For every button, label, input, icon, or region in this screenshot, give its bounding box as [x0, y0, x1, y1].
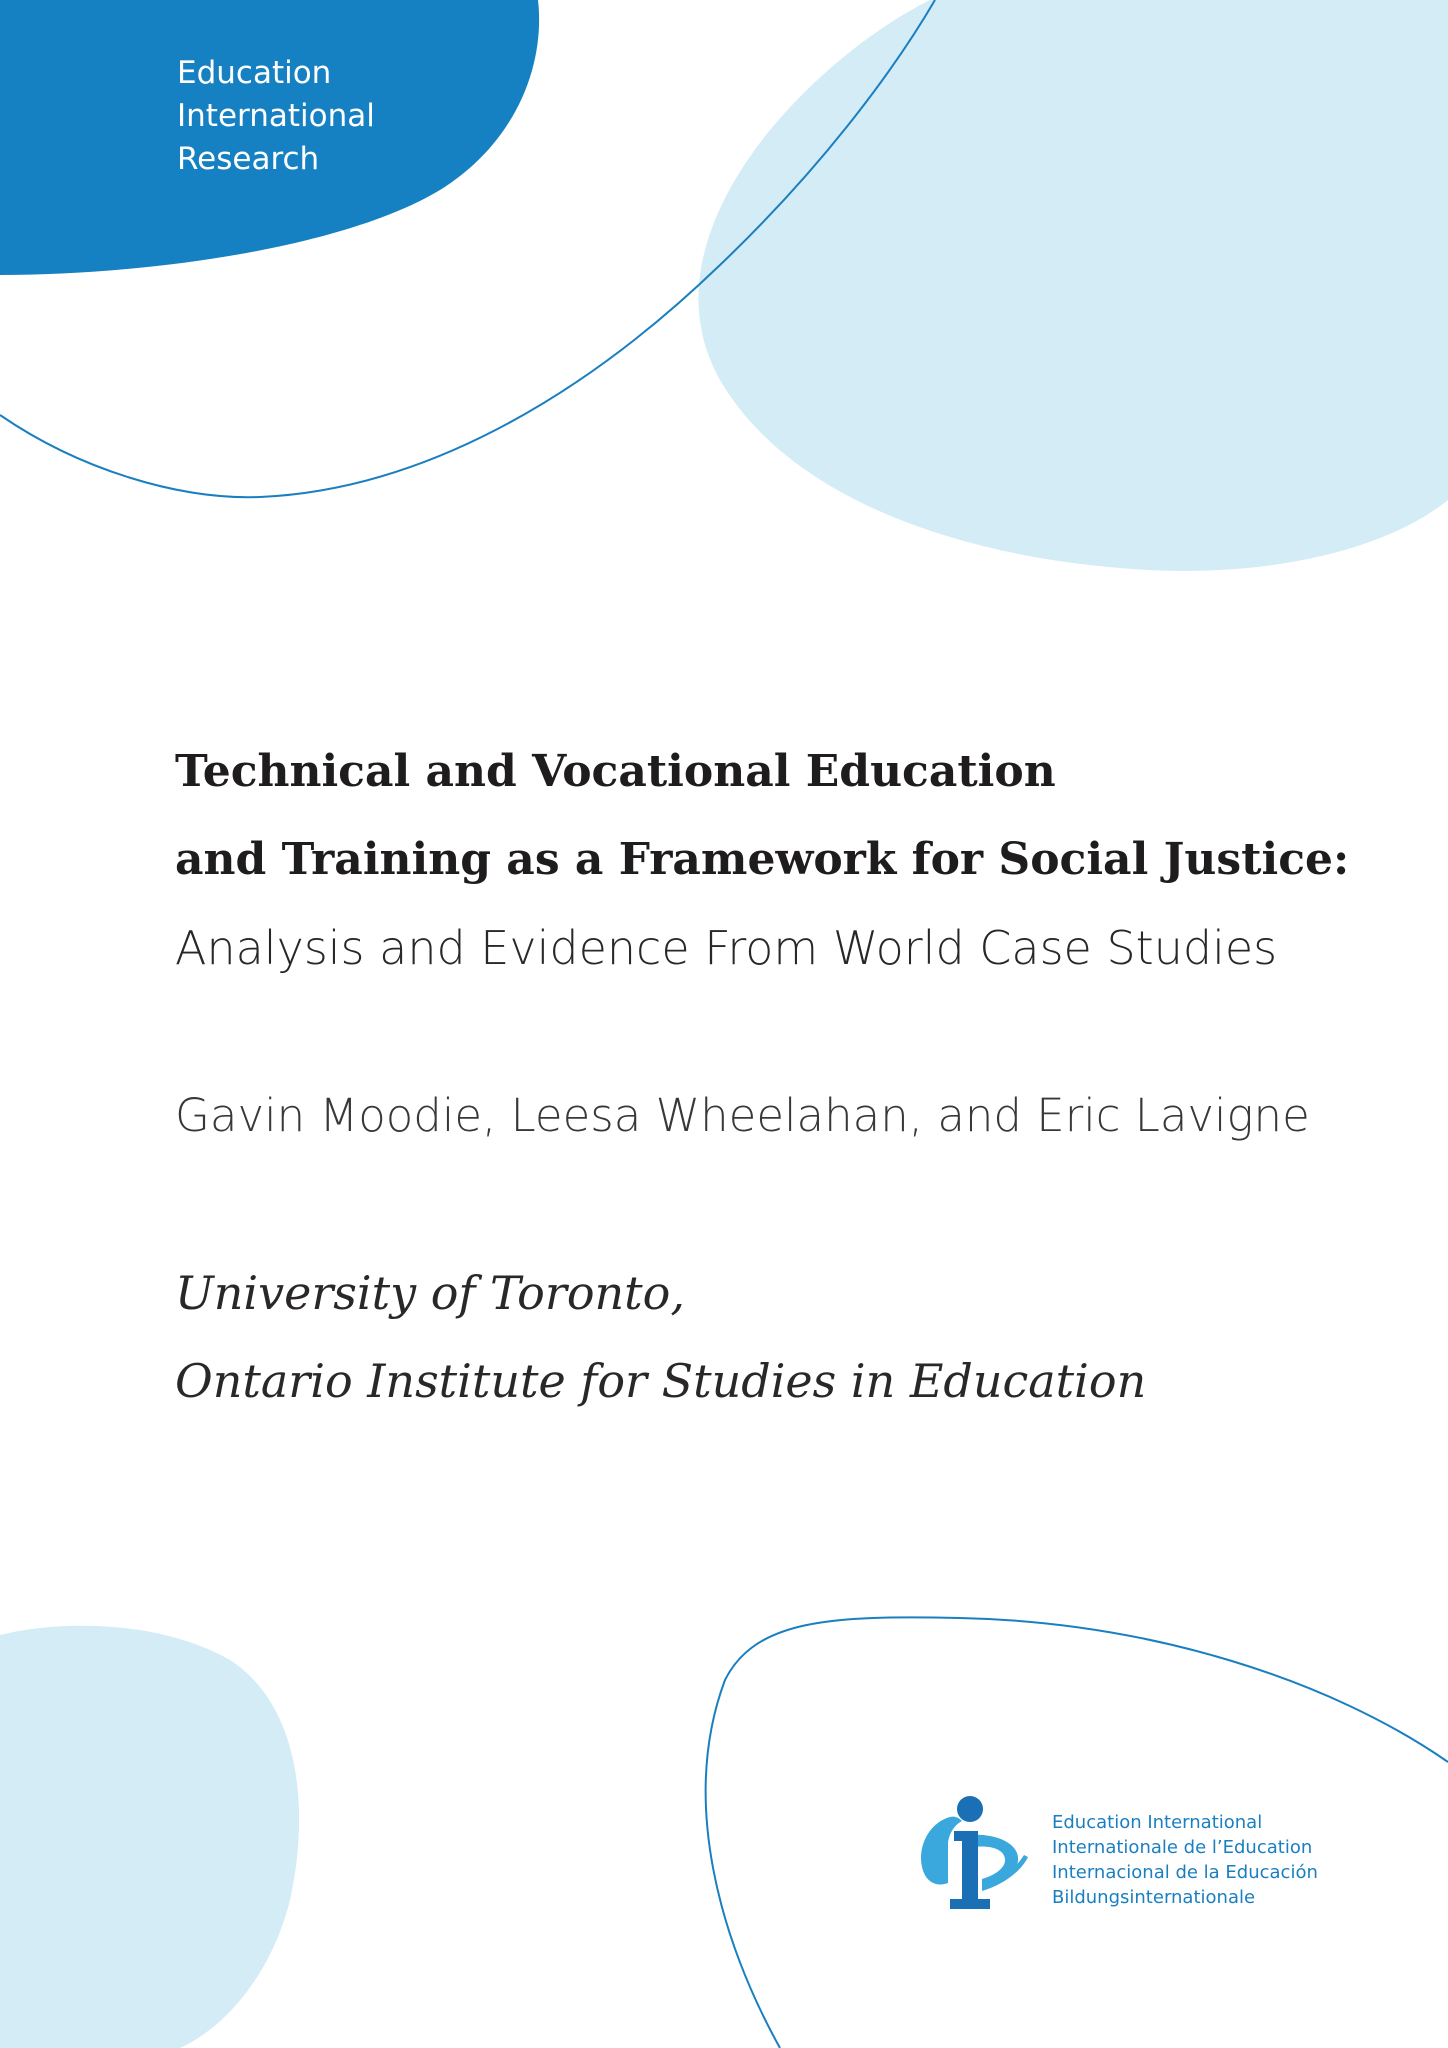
bottom-left-light-blue-shape: [0, 1626, 299, 2048]
authors: Gavin Moodie, Leesa Wheelahan, and Eric Lavigne: [175, 1089, 1310, 1142]
title-line-2: and Training as a Framework for Social Justice:: [175, 834, 1350, 885]
series-label-line-1: Education: [177, 55, 332, 91]
affiliation: [175, 1249, 1146, 1425]
series-label: [177, 52, 375, 181]
logo-text-line-3: Internacional de la Educación: [1052, 1862, 1318, 1883]
title-line-1: Technical and Vocational Education: [175, 746, 1056, 797]
series-label-line-3: Research: [177, 141, 320, 177]
logo-text: [1052, 1810, 1318, 1910]
top-right-light-blue-shape: [699, 0, 1448, 571]
affiliation-line-2: Ontario Institute for Studies in Education: [175, 1354, 1147, 1408]
logo-text-line-2: Internationale de l’Education: [1052, 1837, 1313, 1858]
subtitle: Analysis and Evidence From World Case Studies: [175, 921, 1278, 975]
logo-text-line-4: Bildungsinternationale: [1052, 1887, 1256, 1908]
series-label-line-2: International: [177, 98, 375, 134]
logo-text-line-1: Education International: [1052, 1812, 1263, 1833]
title-block: [175, 728, 1375, 992]
affiliation-line-1: University of Toronto,: [175, 1266, 685, 1320]
education-international-i-icon: [910, 1795, 1030, 1915]
